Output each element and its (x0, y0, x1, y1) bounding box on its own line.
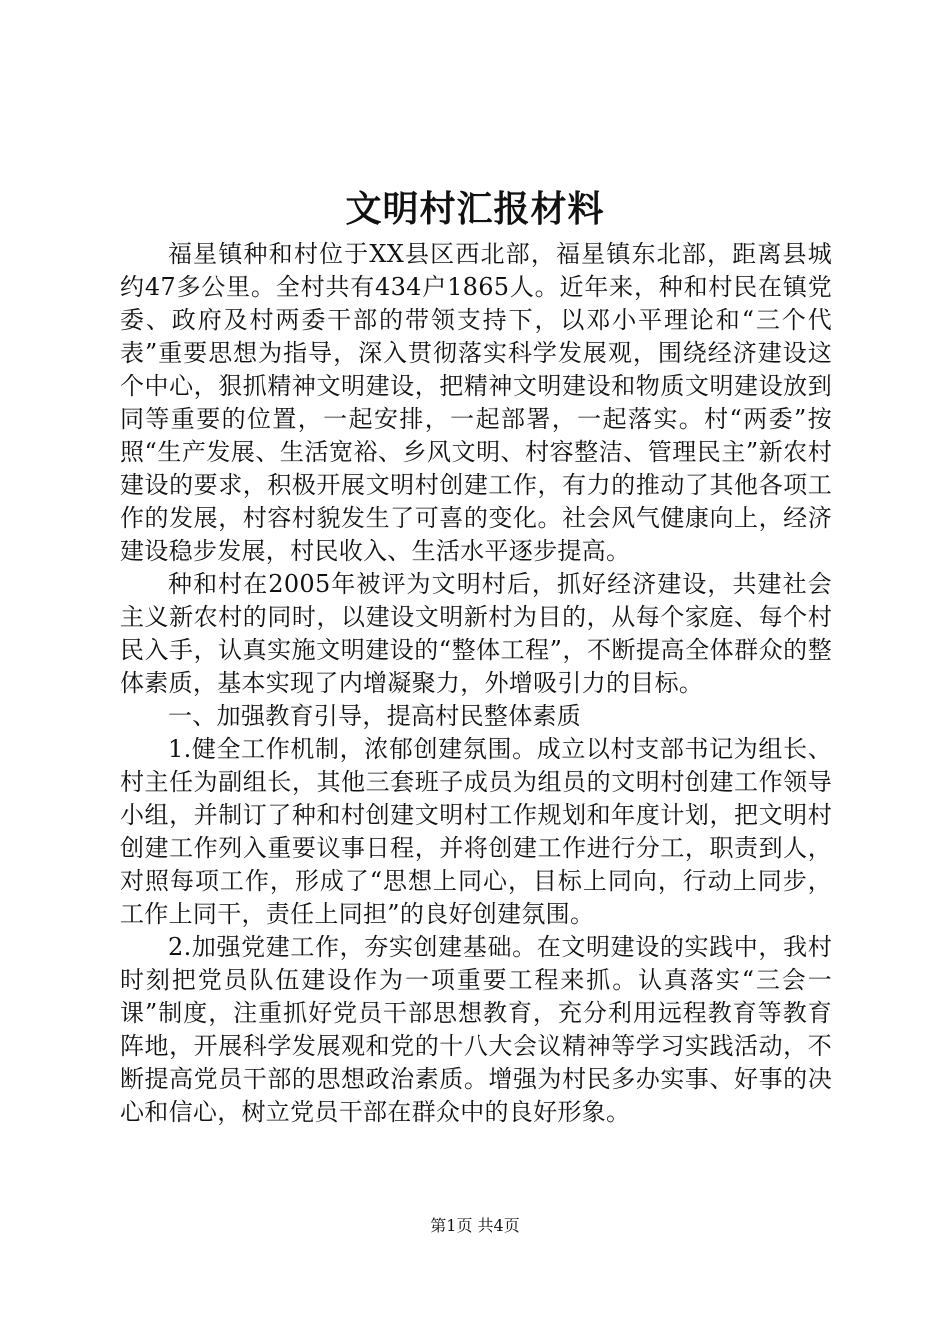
document-body (120, 238, 832, 1129)
document-title: 文明村汇报材料 (345, 188, 605, 230)
section-heading-education: 一、加强教育引导，提高村民整体素质 (168, 702, 582, 730)
paragraph-work-mechanism: 1.健全工作机制，浓郁创建氛围。成立以村支部书记为组长、村主任为副组长，其他三套班子成员为组员的文明村创建工作领导小组，并制订了种和村创建文明村工作规划和年度计划，把文明村创建工作列入重要议事日程，并将创建工作进行分工，职责到人，对照每项工作，形成了“思想上同心，目标上同向，行动上同步，工作上同干，责任上同担”的良好创建氛围。 (120, 735, 832, 928)
page-footer: 第1页 共4页 (430, 1216, 520, 1235)
paragraph-party-building: 2.加强党建工作，夯实创建基础。在文明建设的实践中，我村时刻把党员队伍建设作为一项重要工程来抓。认真落实“三会一课”制度，注重抓好党员干部思想教育，充分利用远程教育等教育阵地，开展科学发展观和党的十八大会议精神等学习实践活动，不断提高党员干部的思想政治素质。增强为村民多办实事、好事的决心和信心，树立党员干部在群众中的良好形象。 (120, 933, 832, 1126)
paragraph-civilized-village-2005: 种和村在2005年被评为文明村后，抓好经济建设，共建社会主义新农村的同时，以建设文明新村为目的，从每个家庭、每个村民入手，认真实施文明建设的“整体工程”，不断提高全体群众的整体素质，基本实现了内增凝聚力，外增吸引力的目标。 (120, 570, 832, 697)
paragraph-village-overview: 福星镇种和村位于XX县区西北部，福星镇东北部，距离县城约47多公里。全村共有434户1865人。近年来，种和村民在镇党委、政府及村两委干部的带领支持下，以邓小平理论和“三个代表”重要思想为指导，深入贯彻落实科学发展观，围绕经济建设这个中心，狠抓精神文明建设，把精神文明建设和物质文明建设放到同等重要的位置，一起安排，一起部署，一起落实。村“两委”按照“生产发展、生活宽裕、乡风文明、村容整洁、管理民主”新农村建设的要求，积极开展文明村创建工作，有力的推动了其他各项工作的发展，村容村貌发生了可喜的变化。社会风气健康向上，经济建设稳步发展，村民收入、生活水平逐步提高。 (120, 240, 832, 565)
